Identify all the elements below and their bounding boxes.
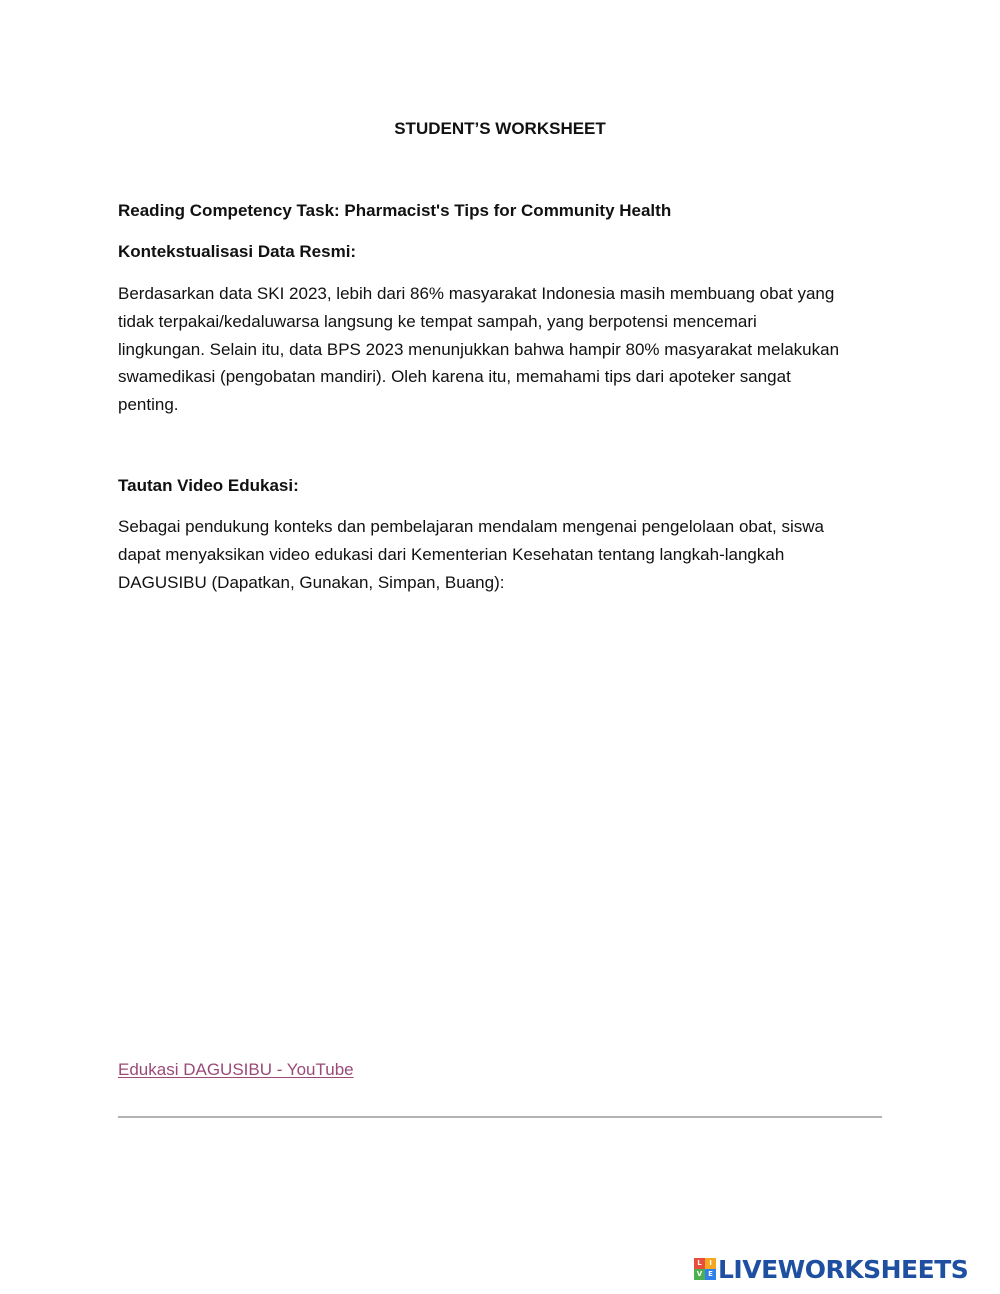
divider bbox=[118, 1116, 882, 1118]
paragraph-line: penting. bbox=[118, 395, 179, 415]
paragraph-line: lingkungan. Selain itu, data BPS 2023 menunjukkan bahwa hampir 80% masyarakat melakukan bbox=[118, 339, 840, 359]
youtube-video-link[interactable]: Edukasi DAGUSIBU - YouTube bbox=[118, 1060, 354, 1079]
paragraph-line: tidak terpakai/kedaluwarsa langsung ke tempat sampah, yang berpotensi mencemari bbox=[118, 311, 757, 331]
logo-mark-letter: V bbox=[694, 1269, 705, 1280]
paragraph-line: DAGUSIBU (Dapatkan, Gunakan, Simpan, Buang): bbox=[118, 572, 505, 592]
paragraph-line: swamedikasi (pengobatan mandiri). Oleh karena itu, memahami tips dari apoteker sangat bbox=[118, 367, 791, 387]
section-heading-data: Kontekstualisasi Data Resmi: bbox=[118, 242, 357, 261]
logo-mark-letter: E bbox=[705, 1269, 716, 1280]
section-heading-video: Tautan Video Edukasi: bbox=[118, 476, 299, 495]
liveworksheets-logo bbox=[694, 1254, 968, 1284]
paragraph-line: Sebagai pendukung konteks dan pembelajaran mendalam mengenai pengelolaan obat, siswa bbox=[118, 517, 824, 536]
section-paragraph-video bbox=[118, 513, 888, 596]
paragraph-line: Berdasarkan data SKI 2023, lebih dari 86% masyarakat Indonesia masih membuang obat yang bbox=[118, 284, 835, 303]
task-heading: Reading Competency Task: Pharmacist's Tips for Community Health bbox=[118, 201, 672, 220]
logo-mark-letter: L bbox=[694, 1258, 705, 1269]
logo-text: LIVEWORKSHEETS bbox=[718, 1254, 969, 1284]
section-paragraph-data bbox=[118, 280, 888, 419]
logo-mark-letter: I bbox=[705, 1258, 716, 1269]
logo-mark-icon bbox=[694, 1258, 716, 1280]
page-title: STUDENT’S WORKSHEET bbox=[394, 119, 606, 138]
paragraph-line: dapat menyaksikan video edukasi dari Kementerian Kesehatan tentang langkah-langkah bbox=[118, 544, 785, 564]
